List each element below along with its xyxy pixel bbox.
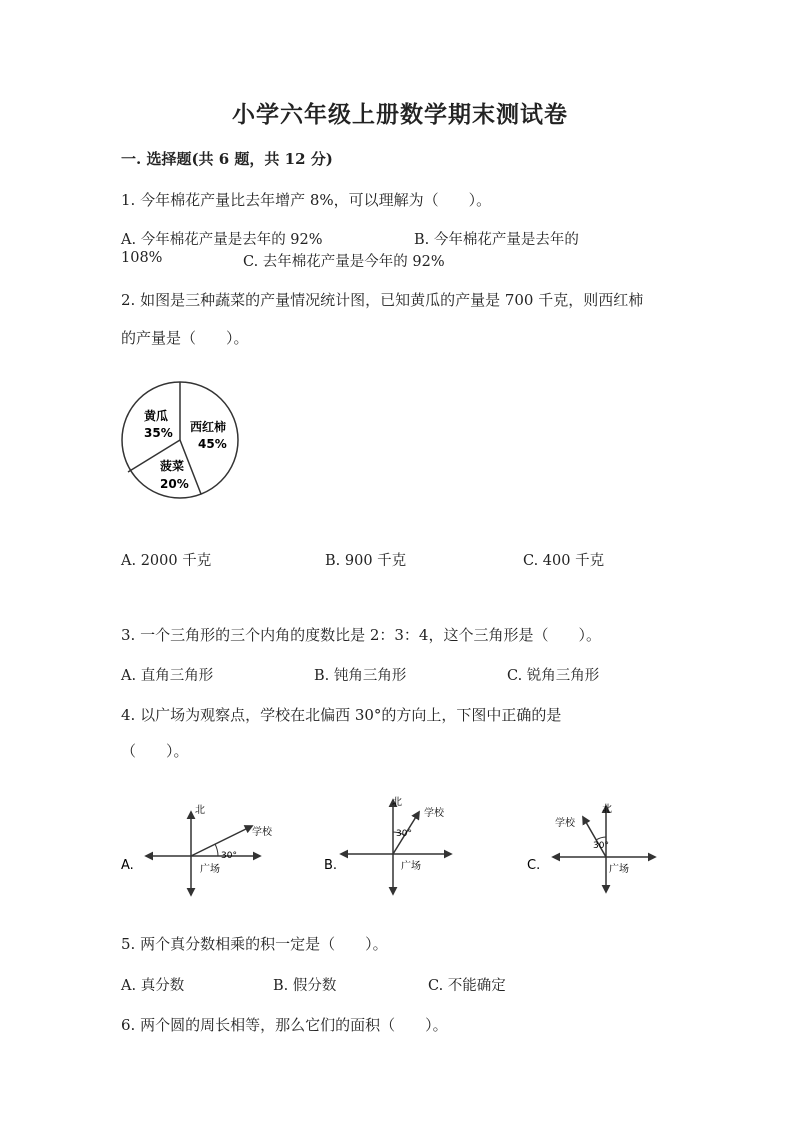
page-title: 小学六年级上册数学期末测试卷 (232, 101, 568, 128)
q1-option-c: C. 去年棉花产量是今年的 92% (243, 254, 445, 270)
q1-option-b: B. 今年棉花产量是去年的 (414, 232, 579, 248)
direction-diagrams (118, 790, 678, 900)
q5-option-a: A. 真分数 (121, 978, 185, 994)
question-4-text-line2: （ ）。 (121, 742, 189, 760)
diagram-b-label: B. (324, 858, 338, 873)
diagram-c-school: 学校 (555, 818, 575, 829)
q3-option-a: A. 直角三角形 (121, 668, 214, 684)
diagram-a-angle-arc (215, 844, 218, 856)
q3-option-c: C. 锐角三角形 (507, 668, 600, 684)
diagram-a-square: 广场 (200, 864, 220, 875)
question-5-text: 5. 两个真分数相乘的积一定是（ ）。 (121, 935, 388, 953)
question-2-text-line2: 的产量是（ ）。 (121, 329, 249, 347)
diagram-a-label: A. (121, 858, 134, 873)
diagram-b-north: 北 (392, 797, 402, 808)
diagram-a-angle: 30° (221, 851, 237, 861)
q2-option-a: A. 2000 千克 (121, 553, 212, 569)
pie-pct-spinach: 20% (160, 477, 189, 491)
diagram-c-north: 北 (602, 804, 612, 815)
pie-label-spinach: 菠菜 (160, 459, 185, 473)
diagram-a-school: 学校 (252, 827, 272, 838)
diagram-c-angle-arc (596, 837, 606, 840)
pie-chart (118, 380, 258, 510)
pie-label-cucumber: 黄瓜 (144, 409, 169, 423)
pie-pct-cucumber: 35% (144, 426, 173, 440)
diagram-c-square: 广场 (609, 864, 629, 875)
q1-option-b-continued: 108% (121, 250, 163, 266)
question-1-text: 1. 今年棉花产量比去年增产 8%，可以理解为（ ）。 (121, 191, 492, 209)
section-heading: 一. 选择题(共 6 题，共 12 分) (121, 150, 333, 168)
diagram-c-label: C. (527, 858, 541, 873)
q5-option-c: C. 不能确定 (428, 978, 506, 994)
diagram-a (146, 804, 273, 895)
question-4-text-line1: 4. 以广场为观察点，学校在北偏西 30°的方向上，下图中正确的是 (121, 706, 562, 724)
q5-option-b: B. 假分数 (273, 978, 337, 994)
q1-option-a: A. 今年棉花产量是去年的 92% (121, 232, 323, 248)
diagram-c-angle: 30° (593, 841, 609, 851)
diagram-c (553, 803, 655, 892)
question-2-text-line1: 2. 如图是三种蔬菜的产量情况统计图，已知黄瓜的产量是 700 千克，则西红柿 (121, 291, 644, 309)
pie-pct-tomato: 45% (198, 437, 227, 451)
pie-label-tomato: 西红柿 (190, 420, 227, 434)
q3-option-b: B. 钝角三角形 (314, 668, 407, 684)
diagram-b-angle: 30° (396, 829, 412, 839)
q2-option-c: C. 400 千克 (523, 553, 605, 569)
diagram-a-north: 北 (195, 805, 205, 816)
diagram-b-school: 学校 (424, 808, 444, 819)
question-3-text: 3. 一个三角形的三个内角的度数比是 2：3：4，这个三角形是（ ）。 (121, 626, 601, 644)
diagram-b-square: 广场 (401, 861, 421, 872)
q2-option-b: B. 900 千克 (325, 553, 407, 569)
question-6-text: 6. 两个圆的周长相等，那么它们的面积（ ）。 (121, 1016, 448, 1034)
diagram-b (341, 796, 451, 894)
